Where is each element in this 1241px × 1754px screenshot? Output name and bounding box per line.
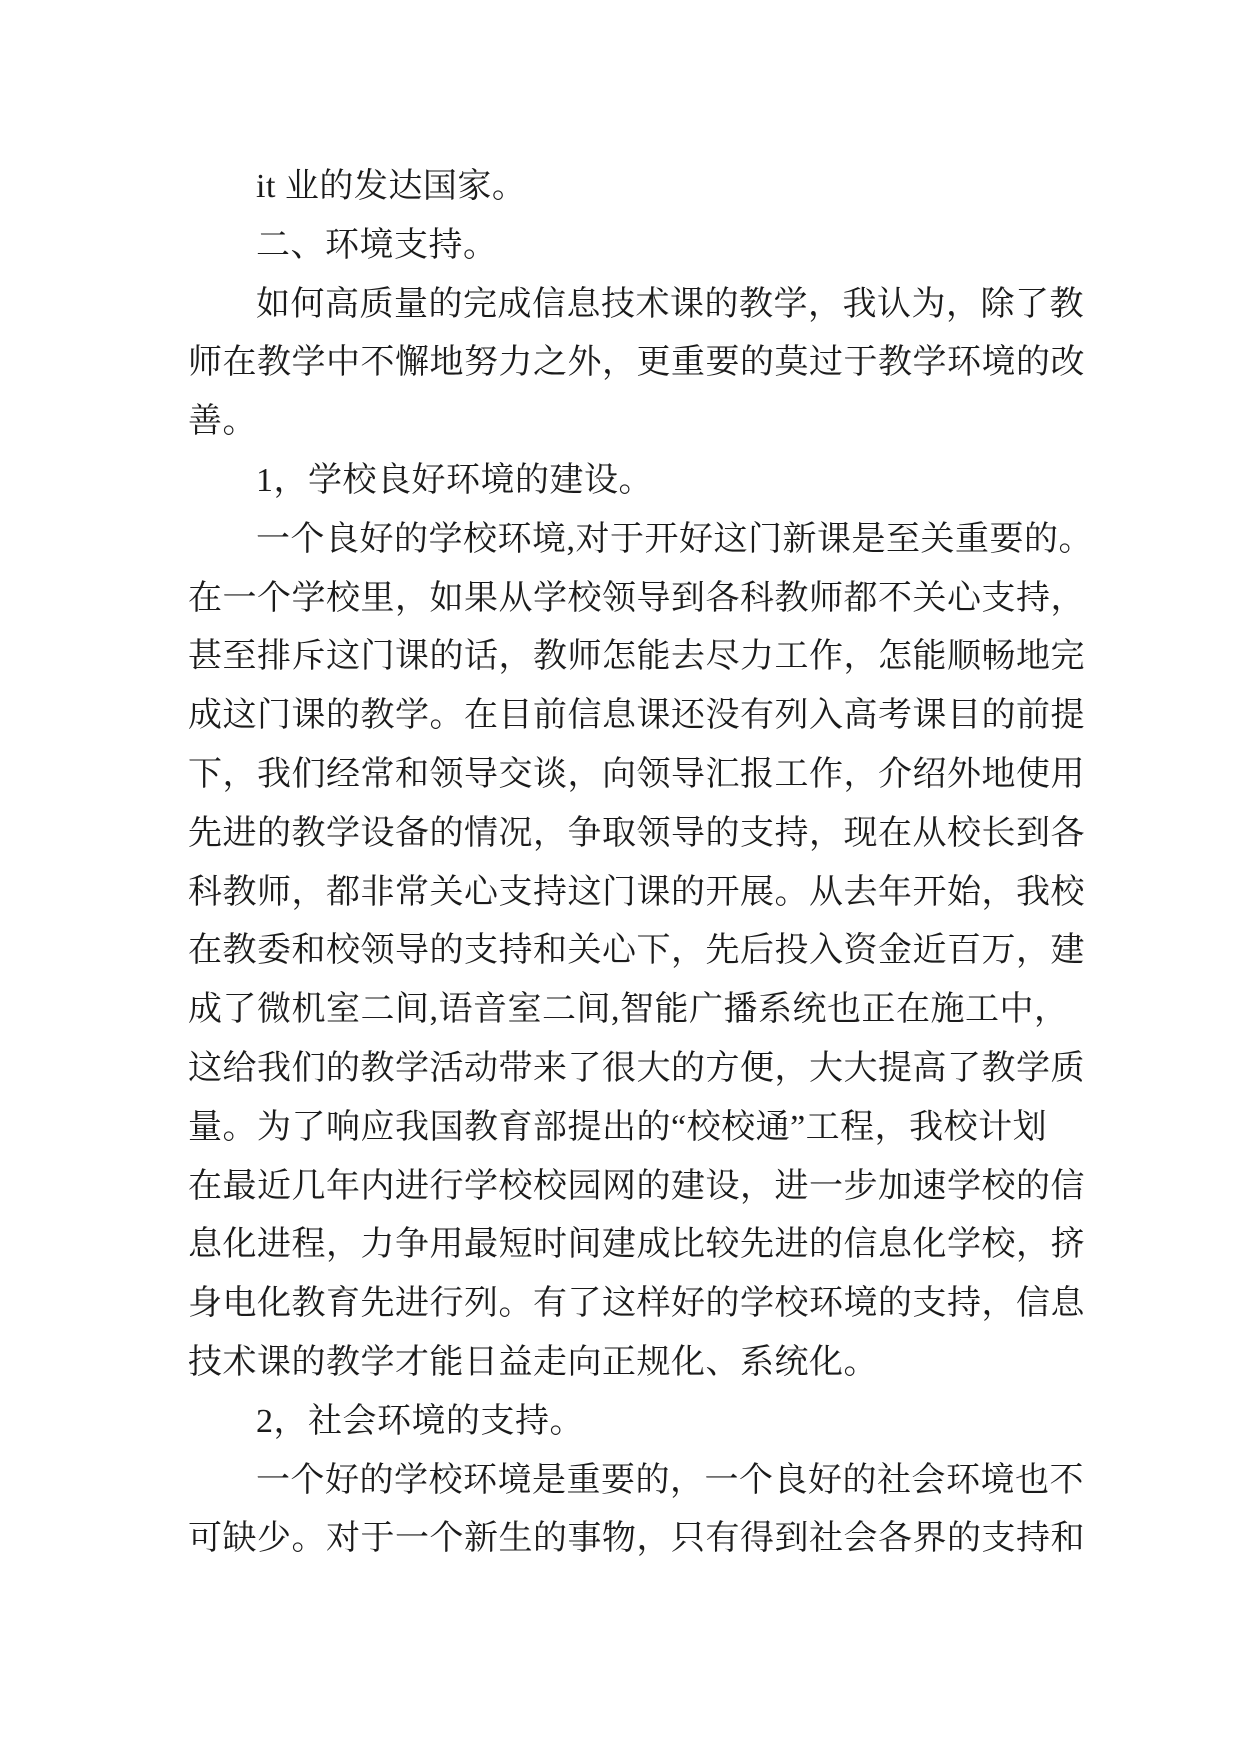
text-line: 一个良好的学校环境,对于开好这门新课是至关重要的。	[256, 520, 1093, 558]
text-line: 量。为了响应我国教育部提出的“校校通”工程，我校计划	[188, 1108, 1048, 1146]
text-line: 在一个学校里，如果从学校领导到各科教师都不关心支持，	[188, 579, 1085, 617]
text-line: 师在教学中不懈地努力之外，更重要的莫过于教学环境的改	[188, 344, 1085, 382]
text-line: 二、环境支持。	[256, 226, 498, 264]
text-line: 下，我们经常和领导交谈，向领导汇报工作，介绍外地使用	[188, 755, 1085, 793]
paragraph	[188, 158, 1078, 217]
text-line: 善。	[188, 403, 257, 441]
text-line: 2，社会环境的支持。	[256, 1402, 584, 1440]
text-line: 科教师，都非常关心支持这门课的开展。从去年开始，我校	[188, 873, 1085, 911]
text-line: 技术课的教学才能日益走向正规化、系统化。	[188, 1343, 878, 1381]
text-line: 成了微机室二间,语音室二间,智能广播系统也正在施工中，	[188, 991, 1069, 1029]
paragraph	[188, 1393, 1078, 1452]
text-line: 这给我们的教学活动带来了很大的方便，大大提高了教学质	[188, 1049, 1085, 1087]
text-line: 如何高质量的完成信息技术课的教学，我认为，除了教	[256, 285, 1084, 323]
paragraph	[188, 452, 1078, 511]
text-line: 甚至排斥这门课的话，教师怎能去尽力工作，怎能顺畅地完	[188, 638, 1085, 676]
paragraph	[188, 511, 1093, 1393]
text-line: 息化进程，力争用最短时间建成比较先进的信息化学校，挤	[188, 1226, 1085, 1264]
text-line: 身电化教育先进行列。有了这样好的学校环境的支持，信息	[188, 1285, 1085, 1323]
paragraph	[188, 276, 1085, 452]
text-line: 可缺少。对于一个新生的事物，只有得到社会各界的支持和	[188, 1520, 1085, 1558]
paragraph	[188, 1452, 1085, 1570]
text-line: 一个好的学校环境是重要的，一个良好的社会环境也不	[256, 1461, 1084, 1499]
text-line: 先进的教学设备的情况，争取领导的支持，现在从校长到各	[188, 814, 1085, 852]
text-line: 在教委和校领导的支持和关心下，先后投入资金近百万，建	[188, 932, 1085, 970]
document-body	[188, 158, 1093, 1569]
text-line: 1，学校良好环境的建设。	[256, 461, 653, 499]
text-line: 在最近几年内进行学校校园网的建设，进一步加速学校的信	[188, 1167, 1085, 1205]
text-line: 成这门课的教学。在目前信息课还没有列入高考课目的前提	[188, 697, 1085, 735]
paragraph	[188, 217, 1078, 276]
text-line: it 业的发达国家。	[256, 168, 527, 205]
